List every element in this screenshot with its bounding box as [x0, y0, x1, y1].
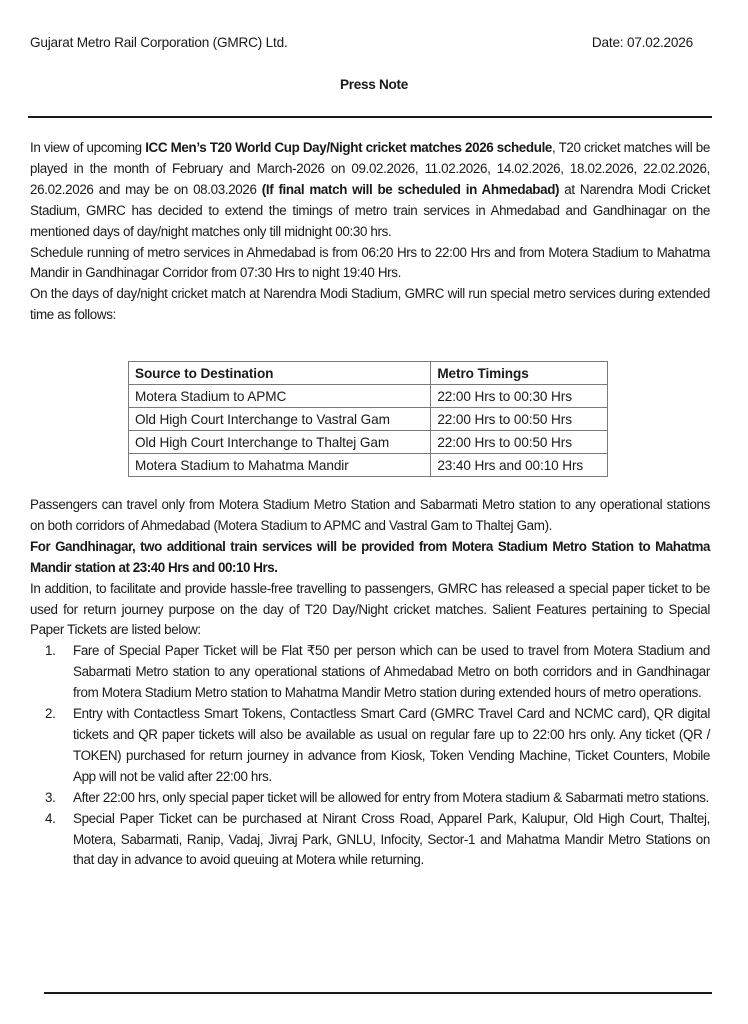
- top-divider: [28, 116, 712, 118]
- intro-paragraph-1: [30, 138, 710, 243]
- list-item-text: Entry with Contactless Smart Tokens, Contactless Smart Card (GMRC Travel Card and NCMC card), QR digital tickets and QR paper tickets will also be available as usual on regular fare up to 22:00 hrs only. Any ticket (QR / TOKEN) purchased for return journey in advance from Kiosk, Token Vending Machine, Ticket Counters, Mobile App will not be valid after 22:00 hrs.: [73, 706, 710, 784]
- details-section: [30, 495, 710, 871]
- list-number: 4.: [45, 810, 56, 826]
- text-run: at Narendra Modi Cricket Stadium, GMRC has decided to extend the timings of metro train services in Ahmedabad and Gandhinagar on the mentioned days of day/night matches only till midnight 00:30 hrs.: [30, 181, 711, 239]
- table-row: [129, 385, 608, 408]
- text-run: , T20 cricket matches will be played in the month of February and March-2026 on 09.02.2026, 11.02.2026, 14.02.2026, 18.02.2026, 22.02.2026, 26.02.2026 and may be on 08.03.2026: [30, 140, 710, 197]
- document-title: Press Note: [339, 77, 409, 92]
- bold-event-name: ICC Men’s T20 World Cup Day/Night cricket matches 2026 schedule: [145, 140, 553, 155]
- text-run: In view of upcoming: [30, 140, 146, 155]
- list-item: [30, 788, 710, 809]
- list-item-text: Fare of Special Paper Ticket will be Flat ₹50 per person which can be used to travel from Motera Stadium and Sabarmati Metro station to any operational stations of Ahmedabad Metro on both corridors and in Gandhinagar from Motera Stadium Metro station to Mahatma Mandir Metro station during extended hours of metro operations.: [73, 643, 710, 701]
- timing-cell: 22:00 Hrs to 00:30 Hrs: [431, 385, 608, 408]
- table-row: [129, 431, 608, 454]
- column-header-source: Source to Destination: [129, 362, 431, 385]
- table-row: [129, 408, 608, 431]
- timing-cell: 22:00 Hrs to 00:50 Hrs: [431, 431, 608, 454]
- bold-final-note: (If final match will be scheduled in Ahmedabad): [261, 181, 560, 197]
- table-header-row: [129, 362, 608, 385]
- table-row: [129, 454, 608, 477]
- bottom-divider: [44, 992, 712, 994]
- intro-paragraph-3: On the days of day/night cricket match at Narendra Modi Stadium, GMRC will run special metro services during extended time as follows:: [30, 286, 710, 323]
- gandhinagar-services-paragraph: For Gandhinagar, two additional train services will be provided from Motera Stadium Metro Station to Mahatma Mandir station at 23:40 Hrs and 00:10 Hrs.: [30, 538, 710, 575]
- timing-cell: 22:00 Hrs to 00:50 Hrs: [431, 408, 608, 431]
- timing-cell: 23:40 Hrs and 00:10 Hrs: [431, 454, 608, 477]
- list-number: 3.: [45, 789, 56, 805]
- salient-features-list: [30, 641, 710, 871]
- list-item: [30, 641, 710, 704]
- intro-section: [30, 138, 710, 326]
- column-header-timings: Metro Timings: [431, 362, 608, 385]
- document-date: Date: 07.02.2026: [591, 35, 693, 50]
- passenger-travel-paragraph: Passengers can travel only from Motera Stadium Metro Station and Sabarmati Metro station to any operational stations on both corridors of Ahmedabad (Motera Stadium to APMC and Vastral Gam to Thaltej Gam).: [30, 497, 710, 533]
- route-cell: Old High Court Interchange to Thaltej Gam: [129, 431, 431, 454]
- special-ticket-intro-paragraph: In addition, to facilitate and provide hassle-free travelling to passengers, GMRC has released a special paper ticket to be used for return journey purpose on the day of T20 Day/Night cricket matches. Salient Features pertaining to Special Paper Tickets are listed below:: [30, 580, 710, 638]
- list-item: [30, 809, 710, 872]
- metro-schedule-table: [128, 361, 608, 477]
- list-item-text: Special Paper Ticket can be purchased at Nirant Cross Road, Apparel Park, Kalupur, Old High Court, Thaltej, Motera, Sabarmati, Ranip, Vadaj, Jivraj Park, GNLU, Infocity, Sector-1 and Mahatma Mandir Metro Stations on that day in advance to avoid queuing at Motera while returning.: [73, 810, 710, 868]
- route-cell: Motera Stadium to Mahatma Mandir: [129, 454, 431, 477]
- organization-name: Gujarat Metro Rail Corporation (GMRC) Ltd.: [30, 35, 288, 50]
- route-cell: Old High Court Interchange to Vastral Gam: [129, 408, 431, 431]
- list-item-text: After 22:00 hrs, only special paper ticket will be allowed for entry from Motera stadium & Sabarmati metro stations.: [73, 789, 709, 805]
- list-item: [30, 704, 710, 788]
- route-cell: Motera Stadium to APMC: [129, 385, 431, 408]
- list-number: 2.: [45, 706, 56, 722]
- intro-paragraph-2: Schedule running of metro services in Ahmedabad is from 06:20 Hrs to 22:00 Hrs and from Motera Stadium to Mahatma Mandir in Gandhinagar Corridor from 07:30 Hrs to night 19:40 Hrs.: [30, 244, 710, 281]
- list-number: 1.: [45, 643, 56, 659]
